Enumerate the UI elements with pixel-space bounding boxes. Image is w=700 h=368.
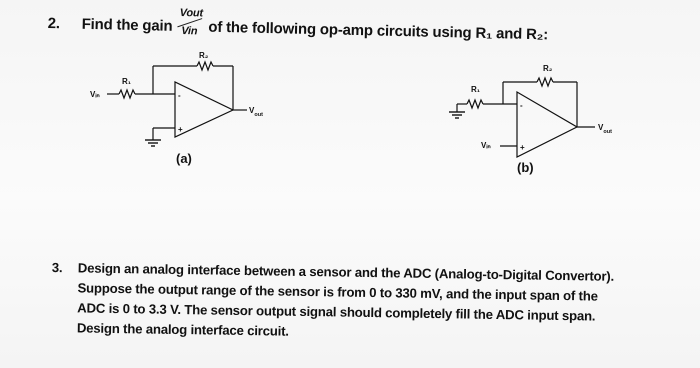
r1-resistor <box>467 100 483 108</box>
question-2-number: 2. <box>47 14 61 33</box>
question-3-line: Design an analog interface between a sensor and the ADC (Analog-to-Digital Convertor). <box>77 260 615 284</box>
ground-icon <box>449 112 465 118</box>
circuit-b-r1: R₁ <box>471 85 481 94</box>
question-3 <box>51 258 692 348</box>
gain-numerator: Vout <box>179 6 204 20</box>
circuit-a-vin: Vᵢₙ <box>90 90 100 99</box>
r1-resistor <box>119 90 135 98</box>
circuit-a-r2: R₂ <box>199 52 209 60</box>
circuit-a-plus: + <box>178 125 183 134</box>
circuit-b-vin: Vᵢₙ <box>481 141 491 150</box>
question-3-number: 3. <box>51 259 63 276</box>
question-2 <box>47 6 549 44</box>
circuit-b-vout: $V_{out}$ <box>598 123 612 135</box>
op-amp-triangle <box>175 82 233 137</box>
circuit-a-label: (a) <box>176 151 192 166</box>
question-2-prefix: Find the gain <box>81 15 173 35</box>
circuit-a <box>85 52 275 162</box>
ground-icon <box>145 140 161 146</box>
circuit-b-schematic <box>445 62 635 162</box>
circuit-b-r2: R₂ <box>543 64 553 73</box>
question-3-line: Design the analog interface circuit. <box>76 320 289 339</box>
question-3-line: Suppose the output range of the sensor is from 0 to 330 mV, and the input span of the <box>77 280 598 304</box>
circuit-a-vout: $V_{out}$ <box>249 106 263 118</box>
question-2-suffix: of the following op-amp circuits using R₁ and R₂: <box>208 18 549 44</box>
gain-denominator: Vin <box>181 25 198 38</box>
r2-resistor <box>197 62 213 70</box>
r2-resistor <box>537 78 553 86</box>
gain-fraction <box>176 6 204 38</box>
circuit-b-minus: - <box>520 101 523 110</box>
circuit-a-r1: R₁ <box>122 77 132 86</box>
question-3-line: ADC is 0 to 3.3 V. The sensor output signal should completely fill the ADC input span. <box>77 300 596 324</box>
circuit-b-plus: + <box>520 143 525 152</box>
circuit-a-minus: - <box>178 91 181 100</box>
circuit-b <box>445 62 635 162</box>
op-amp-triangle <box>517 92 577 157</box>
circuit-b-label: (b) <box>517 160 534 175</box>
circuit-a-schematic <box>85 52 275 162</box>
